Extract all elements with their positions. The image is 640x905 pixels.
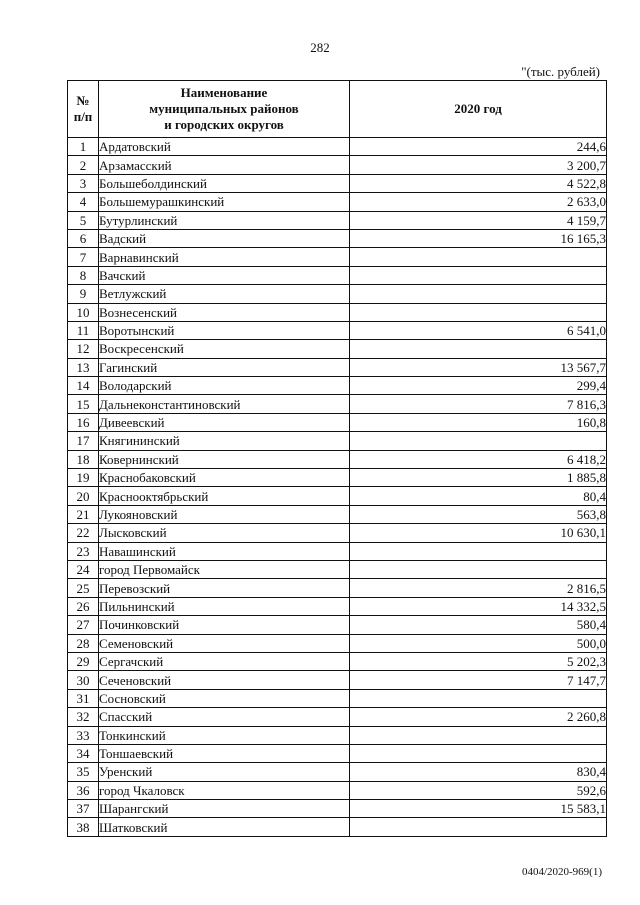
- table-row: [68, 616, 607, 634]
- row-number: 36: [68, 781, 99, 799]
- row-number: 21: [68, 505, 99, 523]
- amount-2020: [350, 542, 607, 560]
- amount-2020: 160,8: [350, 413, 607, 431]
- amount-2020: 7 816,3: [350, 395, 607, 413]
- row-number: 2: [68, 156, 99, 174]
- table-row: [68, 303, 607, 321]
- row-number: 15: [68, 395, 99, 413]
- amount-2020: 13 567,7: [350, 358, 607, 376]
- district-name: Воротынский: [99, 321, 350, 339]
- district-name: Перевозский: [99, 579, 350, 597]
- row-number: 31: [68, 689, 99, 707]
- amount-2020: 4 159,7: [350, 211, 607, 229]
- row-number: 4: [68, 193, 99, 211]
- row-number: 11: [68, 321, 99, 339]
- amount-2020: 6 541,0: [350, 321, 607, 339]
- amount-2020: 1 885,8: [350, 469, 607, 487]
- district-name: Шатковский: [99, 818, 350, 836]
- table-row: [68, 708, 607, 726]
- amount-2020: [350, 285, 607, 303]
- district-name: Гагинский: [99, 358, 350, 376]
- table-row: [68, 818, 607, 836]
- amount-2020: [350, 744, 607, 762]
- amount-2020: [350, 560, 607, 578]
- row-number: 22: [68, 524, 99, 542]
- table-row: [68, 156, 607, 174]
- row-number: 14: [68, 377, 99, 395]
- district-name: Володарский: [99, 377, 350, 395]
- amount-2020: 500,0: [350, 634, 607, 652]
- amount-2020: 4 522,8: [350, 174, 607, 192]
- row-number: 26: [68, 597, 99, 615]
- district-name: Сосновский: [99, 689, 350, 707]
- table-row: [68, 689, 607, 707]
- table-row: [68, 358, 607, 376]
- table-row: [68, 285, 607, 303]
- row-number: 7: [68, 248, 99, 266]
- table-row: [68, 450, 607, 468]
- table-row: [68, 432, 607, 450]
- header-name-line1: Наименование: [180, 85, 268, 100]
- amount-2020: 14 332,5: [350, 597, 607, 615]
- amount-2020: 580,4: [350, 616, 607, 634]
- amount-2020: [350, 818, 607, 836]
- table-row: [68, 321, 607, 339]
- district-name: Лысковский: [99, 524, 350, 542]
- district-name: Уренский: [99, 763, 350, 781]
- row-number: 38: [68, 818, 99, 836]
- row-number: 17: [68, 432, 99, 450]
- amount-2020: 15 583,1: [350, 800, 607, 818]
- amount-2020: 7 147,7: [350, 671, 607, 689]
- amount-2020: [350, 726, 607, 744]
- table-row: [68, 597, 607, 615]
- header-number: [68, 81, 99, 138]
- row-number: 16: [68, 413, 99, 431]
- table-row: [68, 652, 607, 670]
- row-number: 18: [68, 450, 99, 468]
- amount-2020: [350, 689, 607, 707]
- district-name: Варнавинский: [99, 248, 350, 266]
- row-number: 5: [68, 211, 99, 229]
- header-year: 2020 год: [350, 81, 607, 138]
- table-row: [68, 211, 607, 229]
- amount-2020: [350, 266, 607, 284]
- table-row: [68, 763, 607, 781]
- amount-2020: 2 816,5: [350, 579, 607, 597]
- district-name: Краснобаковский: [99, 469, 350, 487]
- header-number-line2: п/п: [73, 109, 93, 124]
- row-number: 6: [68, 229, 99, 247]
- amount-2020: 592,6: [350, 781, 607, 799]
- row-number: 24: [68, 560, 99, 578]
- amount-2020: [350, 432, 607, 450]
- table-body: [68, 138, 607, 837]
- amount-2020: 16 165,3: [350, 229, 607, 247]
- district-name: Арзамасский: [99, 156, 350, 174]
- row-number: 32: [68, 708, 99, 726]
- budget-table: [67, 80, 607, 837]
- row-number: 13: [68, 358, 99, 376]
- table-row: [68, 671, 607, 689]
- row-number: 1: [68, 138, 99, 156]
- row-number: 3: [68, 174, 99, 192]
- table-header-row: [68, 81, 607, 138]
- district-name: Спасский: [99, 708, 350, 726]
- row-number: 35: [68, 763, 99, 781]
- units-label: "(тыс. рублей): [521, 64, 600, 79]
- district-name: город Первомайск: [99, 560, 350, 578]
- table-row: [68, 193, 607, 211]
- amount-2020: 10 630,1: [350, 524, 607, 542]
- row-number: 25: [68, 579, 99, 597]
- table-row: [68, 800, 607, 818]
- row-number: 29: [68, 652, 99, 670]
- row-number: 37: [68, 800, 99, 818]
- district-name: Сеченовский: [99, 671, 350, 689]
- district-name: Пильнинский: [99, 597, 350, 615]
- table-row: [68, 487, 607, 505]
- district-name: Княгининский: [99, 432, 350, 450]
- row-number: 27: [68, 616, 99, 634]
- table-row: [68, 266, 607, 284]
- district-name: Починковский: [99, 616, 350, 634]
- row-number: 33: [68, 726, 99, 744]
- header-name-line2: муниципальных районов: [149, 101, 299, 116]
- district-name: Ковернинский: [99, 450, 350, 468]
- table-row: [68, 579, 607, 597]
- district-name: Навашинский: [99, 542, 350, 560]
- amount-2020: [350, 303, 607, 321]
- district-name: Ветлужский: [99, 285, 350, 303]
- district-name: Тоншаевский: [99, 744, 350, 762]
- page-number: 282: [310, 40, 330, 55]
- row-number: 34: [68, 744, 99, 762]
- amount-2020: 563,8: [350, 505, 607, 523]
- district-name: Большеболдинский: [99, 174, 350, 192]
- header-name: [99, 81, 350, 138]
- table-row: [68, 395, 607, 413]
- row-number: 12: [68, 340, 99, 358]
- row-number: 8: [68, 266, 99, 284]
- table-row: [68, 174, 607, 192]
- district-name: Большемурашкинский: [99, 193, 350, 211]
- table-row: [68, 634, 607, 652]
- amount-2020: 244,6: [350, 138, 607, 156]
- table-row: [68, 542, 607, 560]
- header-number-line1: №: [76, 93, 90, 108]
- table-row: [68, 340, 607, 358]
- district-name: Тонкинский: [99, 726, 350, 744]
- district-name: Вознесенский: [99, 303, 350, 321]
- table-row: [68, 469, 607, 487]
- district-name: Вадский: [99, 229, 350, 247]
- amount-2020: 3 200,7: [350, 156, 607, 174]
- row-number: 20: [68, 487, 99, 505]
- table-row: [68, 377, 607, 395]
- table-row: [68, 505, 607, 523]
- amount-2020: 299,4: [350, 377, 607, 395]
- amount-2020: 5 202,3: [350, 652, 607, 670]
- header-name-line3: и городских округов: [164, 117, 284, 132]
- row-number: 23: [68, 542, 99, 560]
- amount-2020: 80,4: [350, 487, 607, 505]
- table-row: [68, 560, 607, 578]
- amount-2020: 6 418,2: [350, 450, 607, 468]
- amount-2020: 2 633,0: [350, 193, 607, 211]
- table-row: [68, 229, 607, 247]
- district-name: Краснооктябрьский: [99, 487, 350, 505]
- district-name: Семеновский: [99, 634, 350, 652]
- amount-2020: 830,4: [350, 763, 607, 781]
- document-code: 0404/2020-969(1): [521, 866, 602, 878]
- district-name: Дальнеконстантиновский: [99, 395, 350, 413]
- amount-2020: 2 260,8: [350, 708, 607, 726]
- table-row: [68, 138, 607, 156]
- row-number: 30: [68, 671, 99, 689]
- district-name: Бутурлинский: [99, 211, 350, 229]
- table-row: [68, 726, 607, 744]
- table-row: [68, 781, 607, 799]
- district-name: Лукояновский: [99, 505, 350, 523]
- amount-2020: [350, 248, 607, 266]
- district-name: Сергачский: [99, 652, 350, 670]
- district-name: Шарангский: [99, 800, 350, 818]
- amount-2020: [350, 340, 607, 358]
- table-row: [68, 524, 607, 542]
- district-name: Дивеевский: [99, 413, 350, 431]
- table-row: [68, 744, 607, 762]
- row-number: 19: [68, 469, 99, 487]
- table-row: [68, 248, 607, 266]
- district-name: город Чкаловск: [99, 781, 350, 799]
- district-name: Воскресенский: [99, 340, 350, 358]
- row-number: 9: [68, 285, 99, 303]
- row-number: 10: [68, 303, 99, 321]
- row-number: 28: [68, 634, 99, 652]
- district-name: Ардатовский: [99, 138, 350, 156]
- district-name: Вачский: [99, 266, 350, 284]
- table-row: [68, 413, 607, 431]
